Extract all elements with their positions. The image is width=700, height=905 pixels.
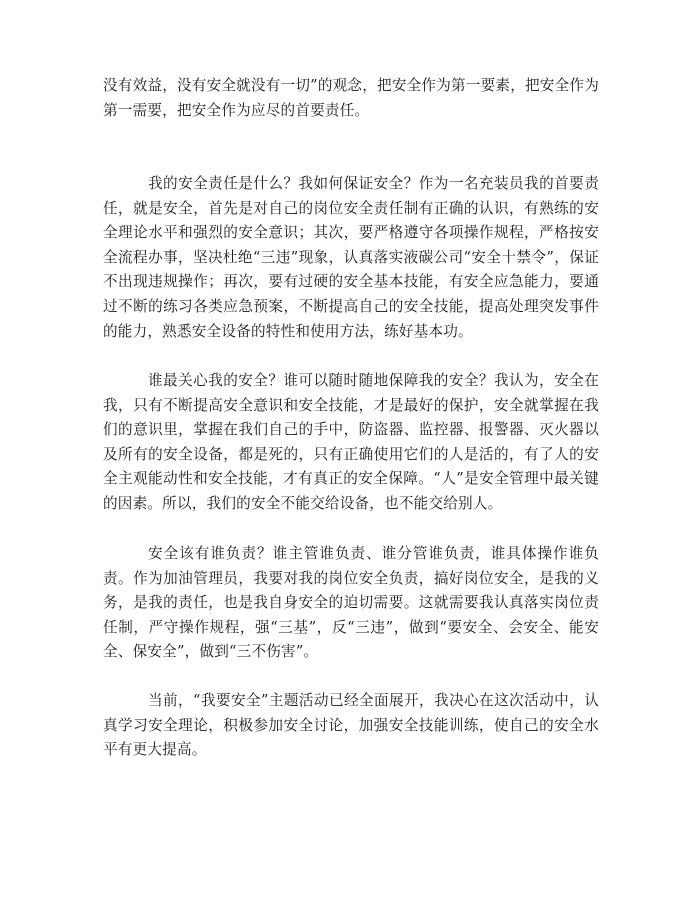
paragraph-my-safety-responsibility: 我的安全责任是什么？我如何保证安全？作为一名充装员我的首要责任，就是安全，首先是对自己的岗位安全责任制有正确的认识，有熟练的安全理论水平和强烈的安全意识；其次，要严格遵守各项操作规程，严格按安全流程办事，坚决杜绝“三违”现象，认真落实液碳公司“安全十禁令”，保证不出现违规操作；再次，要有过硬的安全基本技能，有安全应急能力，要通过不断的练习各类应急预案，不断提高自己的安全技能，提高处理突发事件的能力，熟悉安全设备的特性和使用方法，练好基本功。	[103, 175, 599, 340]
paragraph-current-campaign: 当前，“我要安全”主题活动已经全面展开，我决心在这次活动中，认真学习安全理论，积极参加安全讨论，加强安全技能训练，使自己的安全水平有更大提高。	[103, 692, 599, 759]
paragraph-who-is-responsible: 安全该有谁负责？谁主管谁负责、谁分管谁负责，谁具体操作谁负责。作为加油管理员，我要对我的岗位安全负责，搞好岗位安全，是我的义务，是我的责任，也是我自身安全的迫切需要。这就需要我认真落实岗位责任制，严守操作规程，强“三基”，反“三违”，做到“要安全、会安全、能安全、保安全”，做到“三不伤害”。	[103, 545, 599, 661]
paragraph-continuation: 没有效益，没有安全就没有一切”的观念，把安全作为第一要素，把安全作为第一需要，把安全作为应尽的首要责任。	[103, 77, 599, 119]
paragraph-who-cares-about-safety: 谁最关心我的安全？谁可以随时随地保障我的安全？我认为，安全在我，只有不断提高安全意识和安全技能，才是最好的保护，安全就掌握在我们的意识里，掌握在我们自己的手中，防盗器、监控器、报警器、灭火器以及所有的安全设备，都是死的，只有正确使用它们的人是活的，有了人的安全主观能动性和安全技能，才有真正的安全保障。“人”是安全管理中最关键的因素。所以，我们的安全不能交给设备，也不能交给别人。	[103, 372, 599, 512]
